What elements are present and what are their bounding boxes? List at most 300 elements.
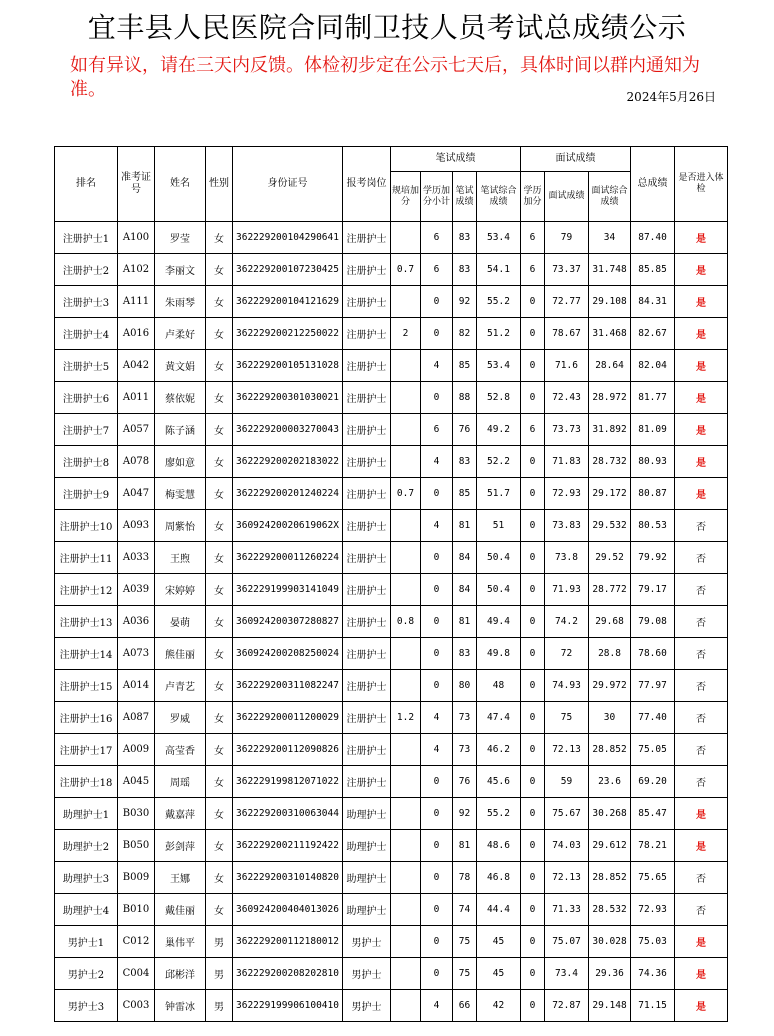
bonus-cell: 0.8: [391, 606, 421, 638]
post-cell: 男护士: [343, 958, 391, 990]
written-comp-cell: 51.7: [477, 478, 521, 510]
post-cell: 注册护士: [343, 254, 391, 286]
enter-exam-cell: 是: [675, 958, 728, 990]
post-cell: 注册护士: [343, 286, 391, 318]
gender-cell: 女: [206, 286, 233, 318]
enter-exam-cell: 否: [675, 766, 728, 798]
ticket-cell: C003: [118, 990, 155, 1022]
page-title: 宜丰县人民医院合同制卫技人员考试总成绩公示: [87, 11, 687, 44]
rank-cell: 注册护士13: [55, 606, 118, 638]
id-number-cell: 362229200104121629: [233, 286, 343, 318]
written-comp-cell: 49.2: [477, 414, 521, 446]
edu-bonus-cell: 0: [521, 990, 545, 1022]
written-score-cell: 92: [453, 798, 477, 830]
written-comp-cell: 50.4: [477, 574, 521, 606]
post-cell: 注册护士: [343, 510, 391, 542]
total-cell: 79.17: [631, 574, 675, 606]
interview-score-cell: 59: [545, 766, 589, 798]
written-score-cell: 75: [453, 926, 477, 958]
id-number-cell: 362229200212250022: [233, 318, 343, 350]
written-score-cell: 82: [453, 318, 477, 350]
name-cell: 蔡依妮: [155, 382, 206, 414]
header-interview-comp: 面试综合成绩: [589, 172, 631, 222]
total-cell: 80.53: [631, 510, 675, 542]
edu-bonus-cell: 0: [521, 478, 545, 510]
edu-subtotal-cell: 4: [421, 734, 453, 766]
gender-cell: 女: [206, 862, 233, 894]
written-score-cell: 80: [453, 670, 477, 702]
bonus-cell: 0.7: [391, 254, 421, 286]
table-row: [55, 926, 728, 958]
edu-bonus-cell: 0: [521, 926, 545, 958]
post-cell: 注册护士: [343, 382, 391, 414]
edu-subtotal-cell: 0: [421, 478, 453, 510]
bonus-cell: [391, 798, 421, 830]
id-number-cell: 362229200201240224: [233, 478, 343, 510]
interview-score-cell: 74.2: [545, 606, 589, 638]
written-comp-cell: 49.8: [477, 638, 521, 670]
gender-cell: 女: [206, 670, 233, 702]
interview-comp-cell: 31.892: [589, 414, 631, 446]
written-comp-cell: 44.4: [477, 894, 521, 926]
post-cell: 注册护士: [343, 734, 391, 766]
enter-exam-cell: 是: [675, 798, 728, 830]
gender-cell: 女: [206, 446, 233, 478]
edu-subtotal-cell: 0: [421, 894, 453, 926]
written-comp-cell: 45: [477, 926, 521, 958]
post-cell: 注册护士: [343, 350, 391, 382]
ticket-cell: A111: [118, 286, 155, 318]
interview-comp-cell: 29.36: [589, 958, 631, 990]
id-number-cell: 362229200112180012: [233, 926, 343, 958]
written-score-cell: 88: [453, 382, 477, 414]
post-cell: 注册护士: [343, 638, 391, 670]
interview-comp-cell: 28.852: [589, 734, 631, 766]
enter-exam-cell: 是: [675, 414, 728, 446]
interview-comp-cell: 28.972: [589, 382, 631, 414]
enter-exam-cell: 是: [675, 350, 728, 382]
rank-cell: 注册护士6: [55, 382, 118, 414]
id-number-cell: 362229200107230425: [233, 254, 343, 286]
ticket-cell: A093: [118, 510, 155, 542]
post-cell: 男护士: [343, 926, 391, 958]
written-comp-cell: 45.6: [477, 766, 521, 798]
ticket-cell: A078: [118, 446, 155, 478]
edu-subtotal-cell: 4: [421, 990, 453, 1022]
bonus-cell: [391, 222, 421, 254]
table-row: [55, 830, 728, 862]
publish-date: 2024年5月26日: [626, 90, 716, 104]
header-bonus: 规培加分: [391, 172, 421, 222]
post-cell: 注册护士: [343, 702, 391, 734]
enter-exam-cell: 是: [675, 478, 728, 510]
gender-cell: 男: [206, 926, 233, 958]
edu-bonus-cell: 0: [521, 446, 545, 478]
rank-cell: 注册护士8: [55, 446, 118, 478]
bonus-cell: 0.7: [391, 478, 421, 510]
enter-exam-cell: 否: [675, 862, 728, 894]
total-cell: 81.09: [631, 414, 675, 446]
ticket-cell: A009: [118, 734, 155, 766]
edu-subtotal-cell: 0: [421, 798, 453, 830]
gender-cell: 女: [206, 798, 233, 830]
edu-subtotal-cell: 0: [421, 958, 453, 990]
interview-comp-cell: 28.532: [589, 894, 631, 926]
edu-subtotal-cell: 0: [421, 574, 453, 606]
edu-bonus-cell: 0: [521, 958, 545, 990]
enter-exam-cell: 否: [675, 734, 728, 766]
table-row: [55, 254, 728, 286]
interview-score-cell: 79: [545, 222, 589, 254]
id-number-cell: 362229200208202810: [233, 958, 343, 990]
id-number-cell: 362229200112090826: [233, 734, 343, 766]
name-cell: 钟雷冰: [155, 990, 206, 1022]
interview-comp-cell: 30.268: [589, 798, 631, 830]
written-score-cell: 78: [453, 862, 477, 894]
gender-cell: 女: [206, 414, 233, 446]
table-row: [55, 478, 728, 510]
id-number-cell: 362229200211192422: [233, 830, 343, 862]
bonus-cell: [391, 382, 421, 414]
edu-subtotal-cell: 0: [421, 542, 453, 574]
name-cell: 高莹香: [155, 734, 206, 766]
total-cell: 74.36: [631, 958, 675, 990]
written-comp-cell: 45: [477, 958, 521, 990]
post-cell: 注册护士: [343, 574, 391, 606]
edu-subtotal-cell: 4: [421, 510, 453, 542]
post-cell: 助理护士: [343, 830, 391, 862]
rank-cell: 注册护士12: [55, 574, 118, 606]
total-cell: 77.97: [631, 670, 675, 702]
written-comp-cell: 55.2: [477, 798, 521, 830]
bonus-cell: [391, 734, 421, 766]
table-row: [55, 286, 728, 318]
written-score-cell: 81: [453, 830, 477, 862]
written-score-cell: 76: [453, 766, 477, 798]
ticket-cell: B010: [118, 894, 155, 926]
name-cell: 梅雯慧: [155, 478, 206, 510]
id-number-cell: 360924200208250024: [233, 638, 343, 670]
interview-score-cell: 72.87: [545, 990, 589, 1022]
post-cell: 注册护士: [343, 766, 391, 798]
edu-subtotal-cell: 4: [421, 446, 453, 478]
written-score-cell: 76: [453, 414, 477, 446]
id-number-cell: 36092420020619062X: [233, 510, 343, 542]
rank-cell: 注册护士1: [55, 222, 118, 254]
ticket-cell: A036: [118, 606, 155, 638]
written-score-cell: 83: [453, 254, 477, 286]
interview-score-cell: 71.33: [545, 894, 589, 926]
name-cell: 熊佳丽: [155, 638, 206, 670]
name-cell: 陈子涵: [155, 414, 206, 446]
name-cell: 罗威: [155, 702, 206, 734]
post-cell: 助理护士: [343, 894, 391, 926]
rank-cell: 男护士3: [55, 990, 118, 1022]
id-number-cell: 362229200011200029: [233, 702, 343, 734]
edu-subtotal-cell: 0: [421, 286, 453, 318]
name-cell: 戴佳丽: [155, 894, 206, 926]
ticket-cell: B009: [118, 862, 155, 894]
total-cell: 69.20: [631, 766, 675, 798]
bonus-cell: [391, 510, 421, 542]
edu-bonus-cell: 0: [521, 286, 545, 318]
written-score-cell: 75: [453, 958, 477, 990]
written-comp-cell: 51.2: [477, 318, 521, 350]
post-cell: 男护士: [343, 990, 391, 1022]
total-cell: 79.08: [631, 606, 675, 638]
rank-cell: 注册护士7: [55, 414, 118, 446]
ticket-cell: A045: [118, 766, 155, 798]
post-cell: 注册护士: [343, 670, 391, 702]
post-cell: 注册护士: [343, 478, 391, 510]
post-cell: 注册护士: [343, 542, 391, 574]
name-cell: 卢柔好: [155, 318, 206, 350]
bonus-cell: [391, 766, 421, 798]
interview-comp-cell: 34: [589, 222, 631, 254]
header-gender: 性别: [206, 147, 233, 222]
written-comp-cell: 52.2: [477, 446, 521, 478]
written-comp-cell: 42: [477, 990, 521, 1022]
interview-comp-cell: 29.172: [589, 478, 631, 510]
interview-comp-cell: 30: [589, 702, 631, 734]
edu-bonus-cell: 0: [521, 350, 545, 382]
rank-cell: 注册护士11: [55, 542, 118, 574]
header-edu-bonus: 学历加分: [521, 172, 545, 222]
gender-cell: 女: [206, 222, 233, 254]
edu-bonus-cell: 0: [521, 798, 545, 830]
bonus-cell: [391, 894, 421, 926]
gender-cell: 女: [206, 478, 233, 510]
interview-score-cell: 72.13: [545, 862, 589, 894]
edu-bonus-cell: 0: [521, 830, 545, 862]
written-score-cell: 81: [453, 510, 477, 542]
rank-cell: 注册护士18: [55, 766, 118, 798]
name-cell: 巢伟平: [155, 926, 206, 958]
table-row: [55, 318, 728, 350]
post-cell: 助理护士: [343, 798, 391, 830]
written-comp-cell: 46.8: [477, 862, 521, 894]
notice-text: 如有异议，请在三天内反馈。体检初步定在公示七天后，具体时间以群内通知为准。: [70, 55, 700, 100]
interview-comp-cell: 28.772: [589, 574, 631, 606]
score-table: [54, 146, 728, 1022]
rank-cell: 注册护士17: [55, 734, 118, 766]
ticket-cell: C012: [118, 926, 155, 958]
total-cell: 80.87: [631, 478, 675, 510]
rank-cell: 注册护士9: [55, 478, 118, 510]
name-cell: 宋婷婷: [155, 574, 206, 606]
total-cell: 77.40: [631, 702, 675, 734]
edu-bonus-cell: 0: [521, 542, 545, 574]
bonus-cell: 1.2: [391, 702, 421, 734]
table-row: [55, 702, 728, 734]
name-cell: 周紫怡: [155, 510, 206, 542]
header-enter-exam: 是否进入体检: [675, 147, 728, 222]
table-row: [55, 670, 728, 702]
interview-score-cell: 75.67: [545, 798, 589, 830]
gender-cell: 男: [206, 990, 233, 1022]
enter-exam-cell: 否: [675, 510, 728, 542]
post-cell: 助理护士: [343, 862, 391, 894]
gender-cell: 女: [206, 734, 233, 766]
written-score-cell: 85: [453, 478, 477, 510]
enter-exam-cell: 是: [675, 926, 728, 958]
ticket-cell: A073: [118, 638, 155, 670]
edu-bonus-cell: 0: [521, 734, 545, 766]
interview-comp-cell: 31.748: [589, 254, 631, 286]
bonus-cell: [391, 862, 421, 894]
written-comp-cell: 48.6: [477, 830, 521, 862]
interview-comp-cell: 28.732: [589, 446, 631, 478]
interview-comp-cell: 29.68: [589, 606, 631, 638]
interview-score-cell: 73.73: [545, 414, 589, 446]
table-row: [55, 606, 728, 638]
name-cell: 邱彬洋: [155, 958, 206, 990]
written-score-cell: 73: [453, 702, 477, 734]
edu-bonus-cell: 0: [521, 574, 545, 606]
written-score-cell: 81: [453, 606, 477, 638]
total-cell: 87.40: [631, 222, 675, 254]
written-comp-cell: 51: [477, 510, 521, 542]
interview-comp-cell: 29.52: [589, 542, 631, 574]
header-id: 身份证号: [233, 147, 343, 222]
id-number-cell: 362229199812071022: [233, 766, 343, 798]
interview-comp-cell: 29.612: [589, 830, 631, 862]
edu-bonus-cell: 0: [521, 702, 545, 734]
id-number-cell: 362229200301030021: [233, 382, 343, 414]
edu-bonus-cell: 6: [521, 222, 545, 254]
written-comp-cell: 48: [477, 670, 521, 702]
bonus-cell: [391, 574, 421, 606]
ticket-cell: C004: [118, 958, 155, 990]
gender-cell: 女: [206, 638, 233, 670]
interview-comp-cell: 31.468: [589, 318, 631, 350]
interview-score-cell: 73.37: [545, 254, 589, 286]
enter-exam-cell: 是: [675, 286, 728, 318]
written-comp-cell: 52.8: [477, 382, 521, 414]
id-number-cell: 362229200310063044: [233, 798, 343, 830]
bonus-cell: [391, 414, 421, 446]
post-cell: 注册护士: [343, 606, 391, 638]
enter-exam-cell: 是: [675, 318, 728, 350]
header-written-score: 笔试成绩: [453, 172, 477, 222]
table-row: [55, 542, 728, 574]
edu-subtotal-cell: 0: [421, 926, 453, 958]
name-cell: 朱雨琴: [155, 286, 206, 318]
gender-cell: 女: [206, 830, 233, 862]
edu-bonus-cell: 0: [521, 382, 545, 414]
interview-comp-cell: 30.028: [589, 926, 631, 958]
enter-exam-cell: 否: [675, 606, 728, 638]
interview-score-cell: 73.83: [545, 510, 589, 542]
id-number-cell: 362229200011260224: [233, 542, 343, 574]
header-rank: 排名: [55, 147, 118, 222]
interview-score-cell: 71.6: [545, 350, 589, 382]
interview-score-cell: 74.93: [545, 670, 589, 702]
total-cell: 85.47: [631, 798, 675, 830]
edu-bonus-cell: 0: [521, 606, 545, 638]
gender-cell: 女: [206, 702, 233, 734]
id-number-cell: 362229199906100410: [233, 990, 343, 1022]
interview-comp-cell: 23.6: [589, 766, 631, 798]
interview-score-cell: 72: [545, 638, 589, 670]
gender-cell: 女: [206, 766, 233, 798]
table-row: [55, 766, 728, 798]
total-cell: 81.77: [631, 382, 675, 414]
edu-subtotal-cell: 0: [421, 766, 453, 798]
total-cell: 72.93: [631, 894, 675, 926]
rank-cell: 注册护士4: [55, 318, 118, 350]
enter-exam-cell: 否: [675, 894, 728, 926]
header-edu-sub: 学历加分小计: [421, 172, 453, 222]
total-cell: 85.85: [631, 254, 675, 286]
rank-cell: 助理护士3: [55, 862, 118, 894]
ticket-cell: A102: [118, 254, 155, 286]
edu-subtotal-cell: 6: [421, 222, 453, 254]
interview-score-cell: 71.93: [545, 574, 589, 606]
interview-score-cell: 73.4: [545, 958, 589, 990]
rank-cell: 助理护士2: [55, 830, 118, 862]
written-comp-cell: 55.2: [477, 286, 521, 318]
gender-cell: 女: [206, 510, 233, 542]
total-cell: 82.67: [631, 318, 675, 350]
table-row: [55, 990, 728, 1022]
id-number-cell: 360924200404013026: [233, 894, 343, 926]
table-row: [55, 222, 728, 254]
written-comp-cell: 47.4: [477, 702, 521, 734]
name-cell: 周瑶: [155, 766, 206, 798]
interview-score-cell: 71.83: [545, 446, 589, 478]
interview-comp-cell: 28.8: [589, 638, 631, 670]
written-comp-cell: 53.4: [477, 350, 521, 382]
bonus-cell: [391, 446, 421, 478]
enter-exam-cell: 否: [675, 702, 728, 734]
interview-comp-cell: 28.64: [589, 350, 631, 382]
post-cell: 注册护士: [343, 318, 391, 350]
written-score-cell: 84: [453, 574, 477, 606]
ticket-cell: A087: [118, 702, 155, 734]
id-number-cell: 362229200104290641: [233, 222, 343, 254]
total-cell: 79.92: [631, 542, 675, 574]
gender-cell: 女: [206, 382, 233, 414]
ticket-cell: A016: [118, 318, 155, 350]
edu-subtotal-cell: 6: [421, 254, 453, 286]
edu-subtotal-cell: 0: [421, 606, 453, 638]
enter-exam-cell: 是: [675, 990, 728, 1022]
written-score-cell: 83: [453, 638, 477, 670]
gender-cell: 女: [206, 542, 233, 574]
total-cell: 78.60: [631, 638, 675, 670]
table-row: [55, 734, 728, 766]
interview-comp-cell: 29.532: [589, 510, 631, 542]
id-number-cell: 362229200003270043: [233, 414, 343, 446]
total-cell: 75.05: [631, 734, 675, 766]
edu-bonus-cell: 0: [521, 510, 545, 542]
bonus-cell: 2: [391, 318, 421, 350]
rank-cell: 注册护士10: [55, 510, 118, 542]
gender-cell: 女: [206, 254, 233, 286]
enter-exam-cell: 否: [675, 574, 728, 606]
enter-exam-cell: 否: [675, 638, 728, 670]
interview-score-cell: 72.43: [545, 382, 589, 414]
interview-score-cell: 72.13: [545, 734, 589, 766]
bonus-cell: [391, 350, 421, 382]
ticket-cell: A039: [118, 574, 155, 606]
enter-exam-cell: 否: [675, 542, 728, 574]
id-number-cell: 362229200311082247: [233, 670, 343, 702]
edu-bonus-cell: 0: [521, 318, 545, 350]
bonus-cell: [391, 542, 421, 574]
table-row: [55, 638, 728, 670]
